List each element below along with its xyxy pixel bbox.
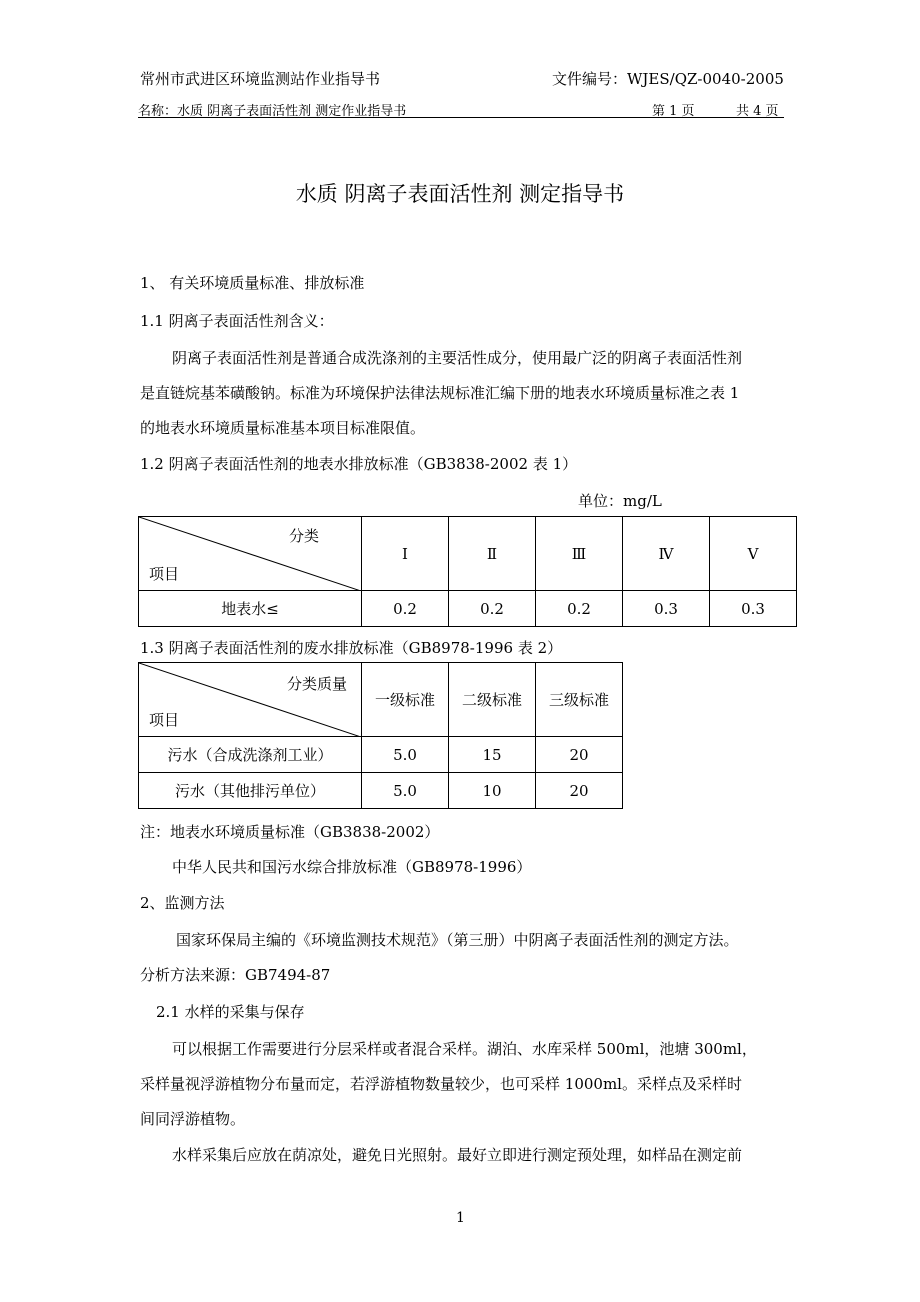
table1-cell: 0.3 xyxy=(710,591,797,627)
section1-1-heading: 1.1 阴离子表面活性剂含义： xyxy=(140,312,334,330)
table2-col-header: 三级标准 xyxy=(536,663,623,737)
table1-col-header: Ⅳ xyxy=(623,517,710,591)
table1-cell: 0.3 xyxy=(623,591,710,627)
section2-1-paragraph1-line2: 采样量视浮游植物分布量而定，若浮游植物数量较少，也可采样 1000ml。采样点及采样时 xyxy=(140,1075,742,1093)
table1-col-header: Ⅱ xyxy=(449,517,536,591)
table2-cell: 20 xyxy=(536,737,623,773)
header-divider xyxy=(138,117,784,118)
section2-1-paragraph2-line1: 水样采集后应放在荫凉处，避免日光照射。最好立即进行测定预处理，如样品在测定前 xyxy=(172,1146,743,1164)
table1-col-header: Ⅰ xyxy=(362,517,449,591)
section2-paragraph-line1: 国家环保局主编的《环境监测技术规范》（第三册）中阴离子表面活性剂的测定方法。 xyxy=(176,931,739,949)
table1-cell: 0.2 xyxy=(449,591,536,627)
table2-header-item: 项目 xyxy=(149,711,180,729)
section1-3-heading: 1.3 阴离子表面活性剂的废水排放标准（GB8978-1996 表 2） xyxy=(140,639,563,657)
table2-col-header: 二级标准 xyxy=(449,663,536,737)
page-number: 1 xyxy=(456,1210,465,1226)
header-doc-name: 名称：水质 阴离子表面活性剂 测定作业指导书 xyxy=(138,104,407,119)
table-row xyxy=(139,591,797,627)
section1-heading: 1、 有关环境质量标准、排放标准 xyxy=(140,274,365,292)
unit-label: 单位：mg/L xyxy=(578,492,662,510)
header-org: 常州市武进区环境监测站作业指导书 xyxy=(140,70,381,88)
section1-2-heading: 1.2 阴离子表面活性剂的地表水排放标准（GB3838-2002 表 1） xyxy=(140,455,578,473)
surface-water-standard-table xyxy=(138,516,797,627)
table2-cell: 20 xyxy=(536,773,623,809)
table-row xyxy=(139,737,623,773)
section2-1-heading: 2.1 水样的采集与保存 xyxy=(156,1003,305,1021)
table2-row-label: 污水（其他排污单位） xyxy=(139,773,362,809)
header-page: 第 1 页 xyxy=(652,104,695,119)
table2-row-label: 污水（合成洗涤剂工业） xyxy=(139,737,362,773)
table2-cell: 10 xyxy=(449,773,536,809)
table1-cell: 0.2 xyxy=(536,591,623,627)
table2-header-class: 分类质量 xyxy=(287,675,348,693)
table1-header-class: 分类 xyxy=(289,527,320,545)
table2-cell: 5.0 xyxy=(362,737,449,773)
table1-diagonal-header xyxy=(139,517,362,591)
section1-1-paragraph-line1: 阴离子表面活性剂是普通合成洗涤剂的主要活性成分，使用最广泛的阴离子表面活性剂 xyxy=(172,349,743,367)
table1-header-item: 项目 xyxy=(149,565,180,583)
page-title: 水质 阴离子表面活性剂 测定指导书 xyxy=(295,182,625,206)
table-row xyxy=(139,773,623,809)
section2-1-paragraph1-line1: 可以根据工作需要进行分层采样或者混合采样。湖泊、水库采样 500ml，池塘 300ml， xyxy=(172,1040,757,1058)
note-line1: 注：地表水环境质量标准（GB3838-2002） xyxy=(140,823,440,841)
section2-heading: 2、监测方法 xyxy=(140,894,225,912)
table2-cell: 15 xyxy=(449,737,536,773)
wastewater-standard-table xyxy=(138,662,623,809)
section2-paragraph-line2: 分析方法来源：GB7494-87 xyxy=(140,966,331,984)
table2-cell: 5.0 xyxy=(362,773,449,809)
header-doc-number: 文件编号：WJES/QZ-0040-2005 xyxy=(552,70,784,88)
table1-col-header: Ⅴ xyxy=(710,517,797,591)
section1-1-paragraph-line2: 是直链烷基苯磺酸钠。标准为环境保护法律法规标准汇编下册的地表水环境质量标准之表 1 xyxy=(140,384,740,402)
section1-1-paragraph-line3: 的地表水环境质量标准基本项目标准限值。 xyxy=(140,419,426,437)
table2-diagonal-header xyxy=(139,663,362,737)
note-line2: 中华人民共和国污水综合排放标准（GB8978-1996） xyxy=(172,858,532,876)
section2-1-paragraph1-line3: 间同浮游植物。 xyxy=(140,1110,246,1128)
table1-col-header: Ⅲ xyxy=(536,517,623,591)
table2-col-header: 一级标准 xyxy=(362,663,449,737)
table1-cell: 0.2 xyxy=(362,591,449,627)
table1-row-label: 地表水≤ xyxy=(139,591,362,627)
header-total-pages: 共 4 页 xyxy=(736,104,779,119)
